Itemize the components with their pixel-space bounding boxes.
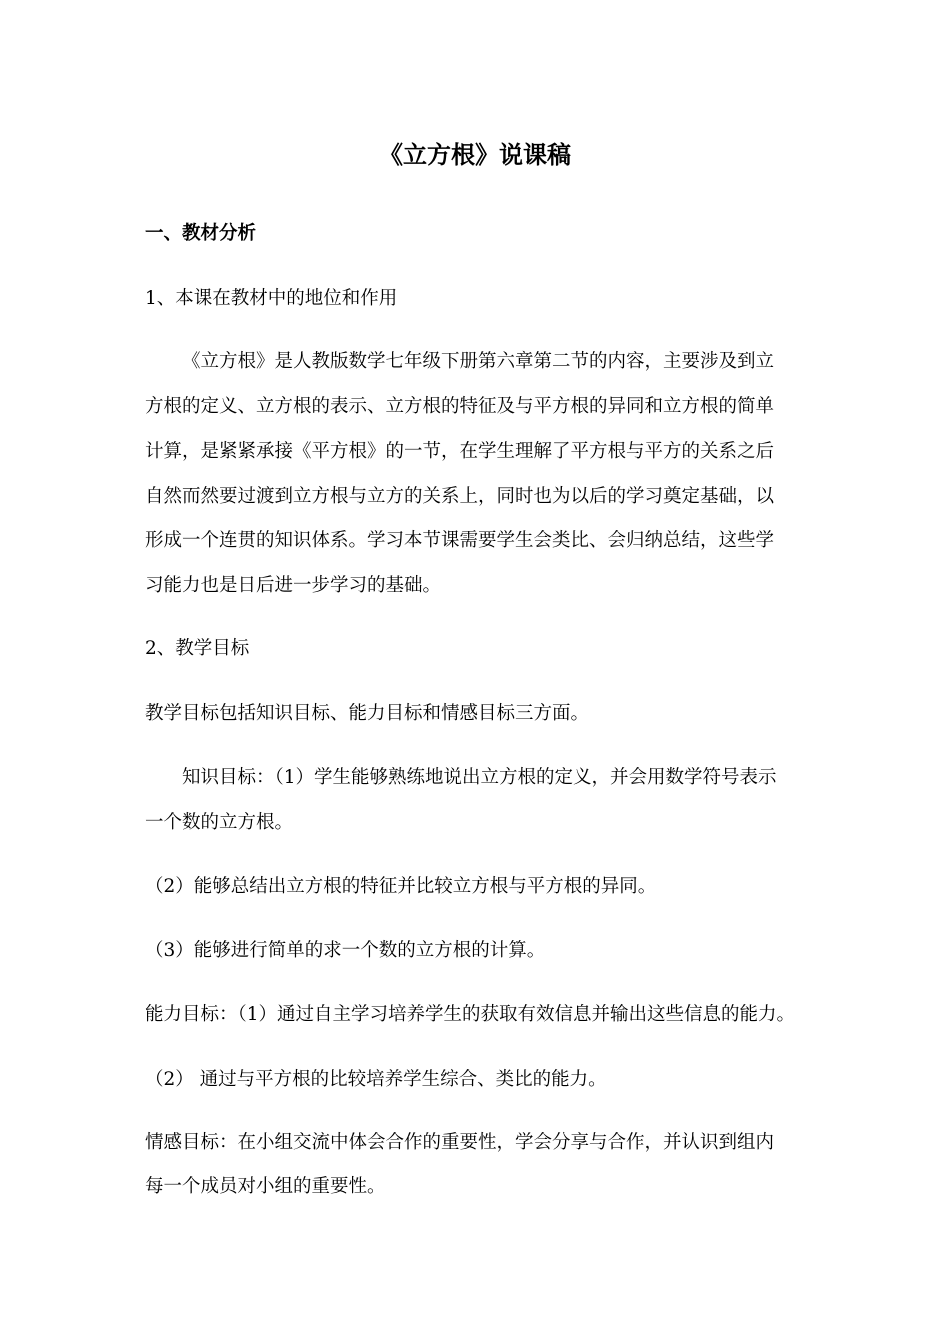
subheading-role: 1、本课在教材中的地位和作用 [145, 288, 398, 309]
paragraph-line: 形成一个连贯的知识体系。学习本节课需要学生会类比、会归纳总结，这些学 [145, 530, 775, 551]
subheading-teaching-goals: 2、教学目标 [145, 638, 250, 659]
section-heading-textbook-analysis: 一、教材分析 [145, 223, 257, 244]
knowledge-goal-1: 知识目标：（1）学生能够熟练地说出立方根的定义，并会用数学符号表示 [182, 767, 777, 788]
emotion-goal: 情感目标：在小组交流中体会合作的重要性，学会分享与合作，并认识到组内 [145, 1132, 775, 1153]
paragraph-line: 《立方根》是人教版数学七年级下册第六章第二节的内容，主要涉及到立 [182, 351, 775, 372]
paragraph-line: 自然而然要过渡到立方根与立方的关系上，同时也为以后的学习奠定基础，以 [145, 486, 775, 507]
paragraph-line: 方根的定义、立方根的表示、立方根的特征及与平方根的异同和立方根的简单 [145, 396, 775, 417]
knowledge-goal-2: （2）能够总结出立方根的特征并比较立方根与平方根的异同。 [145, 876, 657, 897]
document-title: 《立方根》说课稿 [379, 141, 571, 169]
paragraph-line: 习能力也是日后进一步学习的基础。 [145, 575, 442, 596]
emotion-goal-cont: 每一个成员对小组的重要性。 [145, 1176, 386, 1197]
knowledge-goal-1-cont: 一个数的立方根。 [145, 812, 294, 833]
goals-intro: 教学目标包括知识目标、能力目标和情感目标三方面。 [145, 703, 590, 724]
ability-goal-1: 能力目标：（1）通过自主学习培养学生的获取有效信息并输出这些信息的能力。 [145, 1004, 796, 1025]
knowledge-goal-3: （3）能够进行简单的求一个数的立方根的计算。 [145, 940, 546, 961]
paragraph-line: 计算，是紧紧承接《平方根》的一节，在学生理解了平方根与平方的关系之后 [145, 441, 775, 462]
ability-goal-2: （2） 通过与平方根的比较培养学生综合、类比的能力。 [145, 1069, 607, 1090]
